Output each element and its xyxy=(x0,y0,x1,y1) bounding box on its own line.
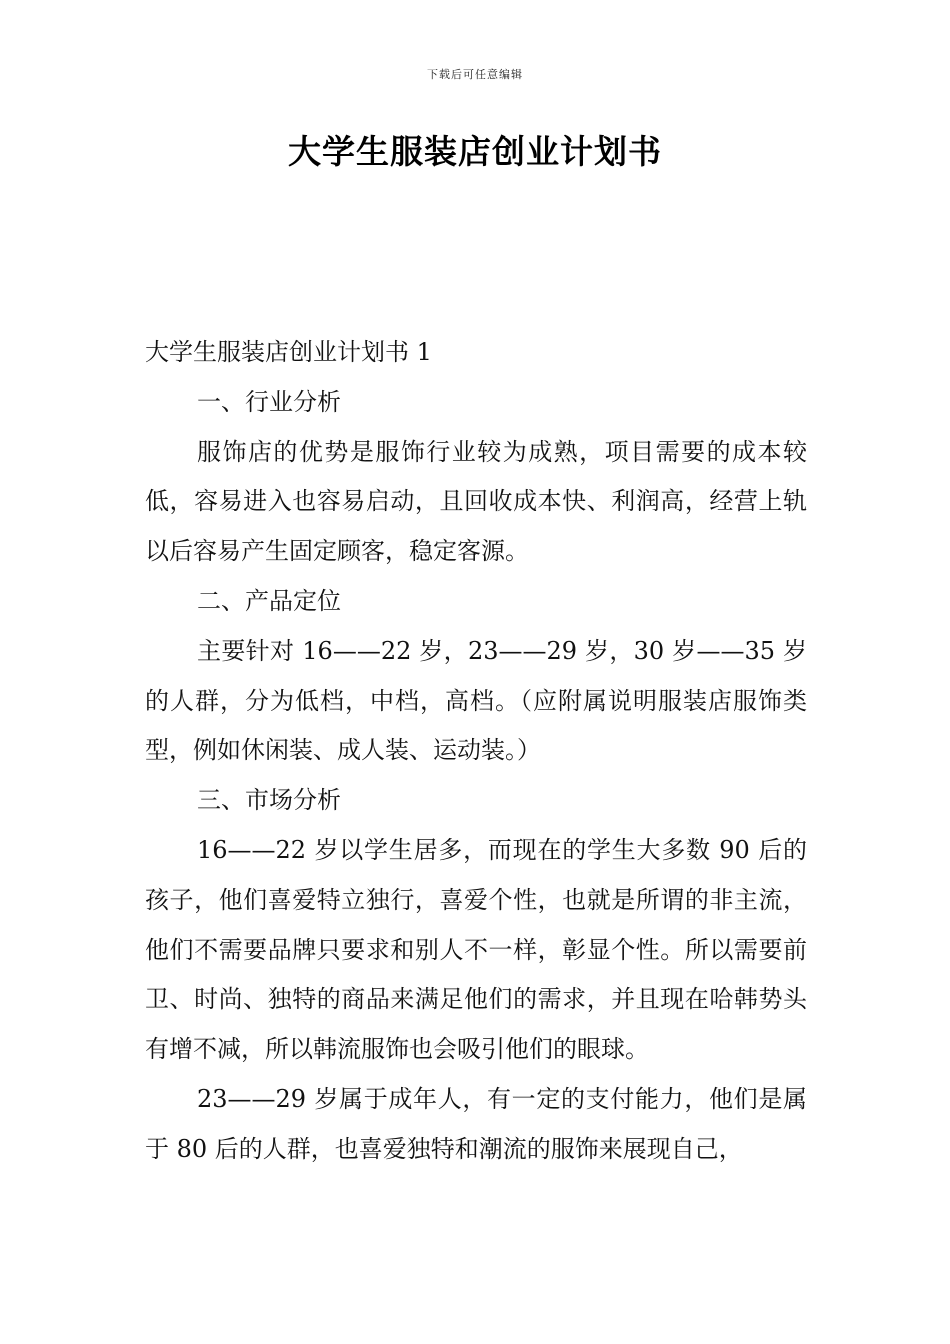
document-body xyxy=(145,328,807,1175)
document-title: 大学生服装店创业计划书 xyxy=(288,132,662,171)
paragraph-market-analysis-16-22: 16——22 岁以学生居多，而现在的学生大多数 90 后的孩子，他们喜爱特立独行，喜爱个性，也就是所谓的非主流，他们不需要品牌只要求和别人不一样，彰显个性。所以需要前卫、时尚、独特的商品来满足他们的需求，并且现在哈韩势头有增不减，所以韩流服饰也会吸引他们的眼球。 xyxy=(145,835,807,1064)
paragraph-product-positioning: 主要针对 16——22 岁，23——29 岁，30 岁——35 岁的人群，分为低档，中档，高档。（应附属说明服装店服饰类型，例如休闲装、成人装、运动装。） xyxy=(145,636,807,765)
paragraph-market-analysis-23-29: 23——29 岁属于成年人，有一定的支付能力，他们是属于 80 后的人群，也喜爱独特和潮流的服饰来展现自己， xyxy=(145,1084,807,1163)
paragraph-industry-analysis: 服饰店的优势是服饰行业较为成熟，项目需要的成本较低，容易进入也容易启动，且回收成本快、利润高，经营上轨以后容易产生固定顾客，稳定客源。 xyxy=(145,437,807,566)
section-heading: 大学生服装店创业计划书 1 xyxy=(145,338,432,366)
subsection-heading-market-analysis: 三、市场分析 xyxy=(197,786,341,815)
header-note: 下载后可任意编辑 xyxy=(427,68,523,81)
subsection-heading-product-positioning: 二、产品定位 xyxy=(197,586,341,615)
subsection-heading-industry-analysis: 一、行业分析 xyxy=(197,387,341,416)
